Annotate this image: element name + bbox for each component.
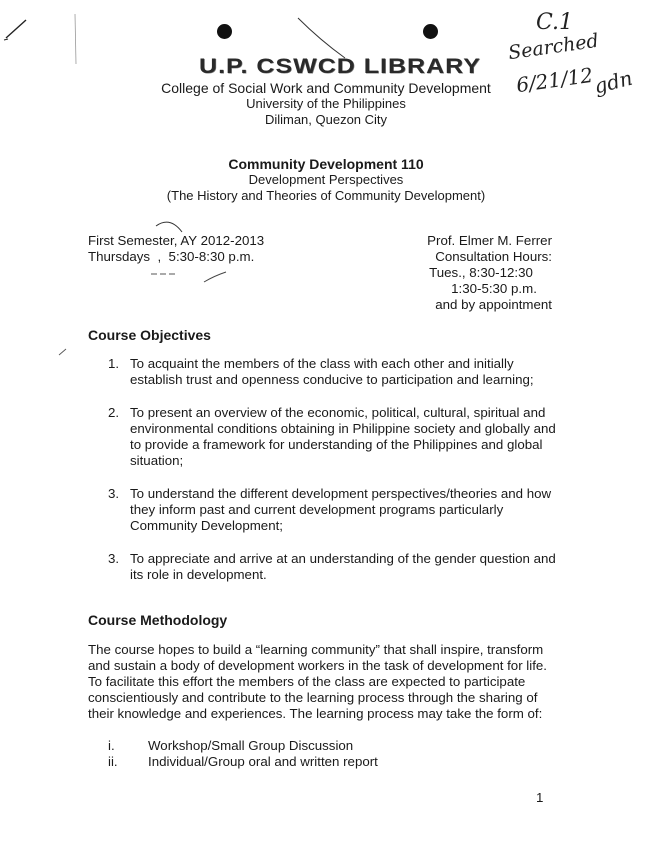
methodology-heading: Course Methodology — [88, 612, 228, 628]
objective-text: To acquaint the members of the class with each other and initially establish trust and openness conducive to participation and learning; — [130, 356, 534, 387]
objective-number: 3. — [108, 486, 120, 501]
objective-item — [88, 356, 558, 388]
objective-text: To appreciate and arrive at an understanding of the gender question and its role in development. — [130, 551, 556, 582]
handwritten-initials: gdn — [591, 65, 635, 99]
punch-hole-left — [217, 24, 232, 39]
college-name: College of Social Work and Community Development — [161, 80, 491, 96]
handwritten-code: C.1 — [536, 10, 574, 35]
semester: First Semester, AY 2012-2013 — [88, 233, 265, 248]
consultation-hours-2: 1:30-5:30 p.m. — [451, 281, 537, 296]
objectives-list — [88, 356, 558, 600]
library-stamp: U.P. CSWCD LIBRARY — [199, 54, 481, 78]
handwritten-date: 6/21/12 — [514, 62, 595, 98]
objective-item — [88, 405, 558, 469]
objective-number: 3. — [108, 551, 120, 566]
punch-hole-right — [423, 24, 438, 39]
objective-item — [88, 486, 558, 534]
methodology-item — [88, 754, 378, 770]
objective-number: 2. — [108, 405, 120, 420]
objective-item — [88, 551, 558, 583]
objectives-heading: Course Objectives — [88, 327, 211, 343]
methodology-number: i. — [108, 738, 115, 753]
methodology-paragraph: The course hopes to build a “learning community” that shall inspire, transform and sustain a body of development workers in the task of development for life. To facilitate this effort the members of the class are expected to participate conscientiously and contribute to the learning process through the sharing of their knowledge and experiences. The learning process may take the form of: — [88, 642, 548, 721]
methodology-item — [88, 738, 378, 754]
instructor-name: Prof. Elmer M. Ferrer — [427, 233, 552, 248]
consultation-label: Consultation Hours: — [435, 249, 552, 264]
course-subtitle: (The History and Theories of Community Development) — [166, 188, 486, 203]
handwritten-note: Searched — [506, 29, 601, 65]
methodology-text: Individual/Group oral and written report — [148, 754, 378, 769]
university-location: Diliman, Quezon City — [264, 112, 388, 127]
page-number: 1 — [536, 790, 544, 805]
consultation-hours-1: Tues., 8:30-12:30 — [429, 265, 533, 280]
objective-text: To understand the different development perspectives/theories and how they inform past and current development programs particularly Community Development; — [130, 486, 552, 533]
instructor-block — [427, 233, 552, 313]
methodology-text: Workshop/Small Group Discussion — [148, 738, 354, 753]
schedule-block — [88, 233, 264, 265]
methodology-number: ii. — [108, 754, 118, 769]
university-name: University of the Philippines — [246, 96, 406, 111]
class-time: Thursdays , 5:30-8:30 p.m. — [88, 249, 255, 264]
objective-number: 1. — [108, 356, 120, 371]
consultation-hours-3: and by appointment — [435, 297, 552, 312]
course-title: Development Perspectives — [248, 172, 404, 187]
methodology-list — [88, 738, 378, 770]
objective-text: To present an overview of the economic, political, cultural, spiritual and environmental conditions obtaining in Philippine society and globally and to provide a framework for understanding of the Philippines and global situation; — [130, 405, 556, 468]
course-code: Community Development 110 — [228, 156, 424, 172]
